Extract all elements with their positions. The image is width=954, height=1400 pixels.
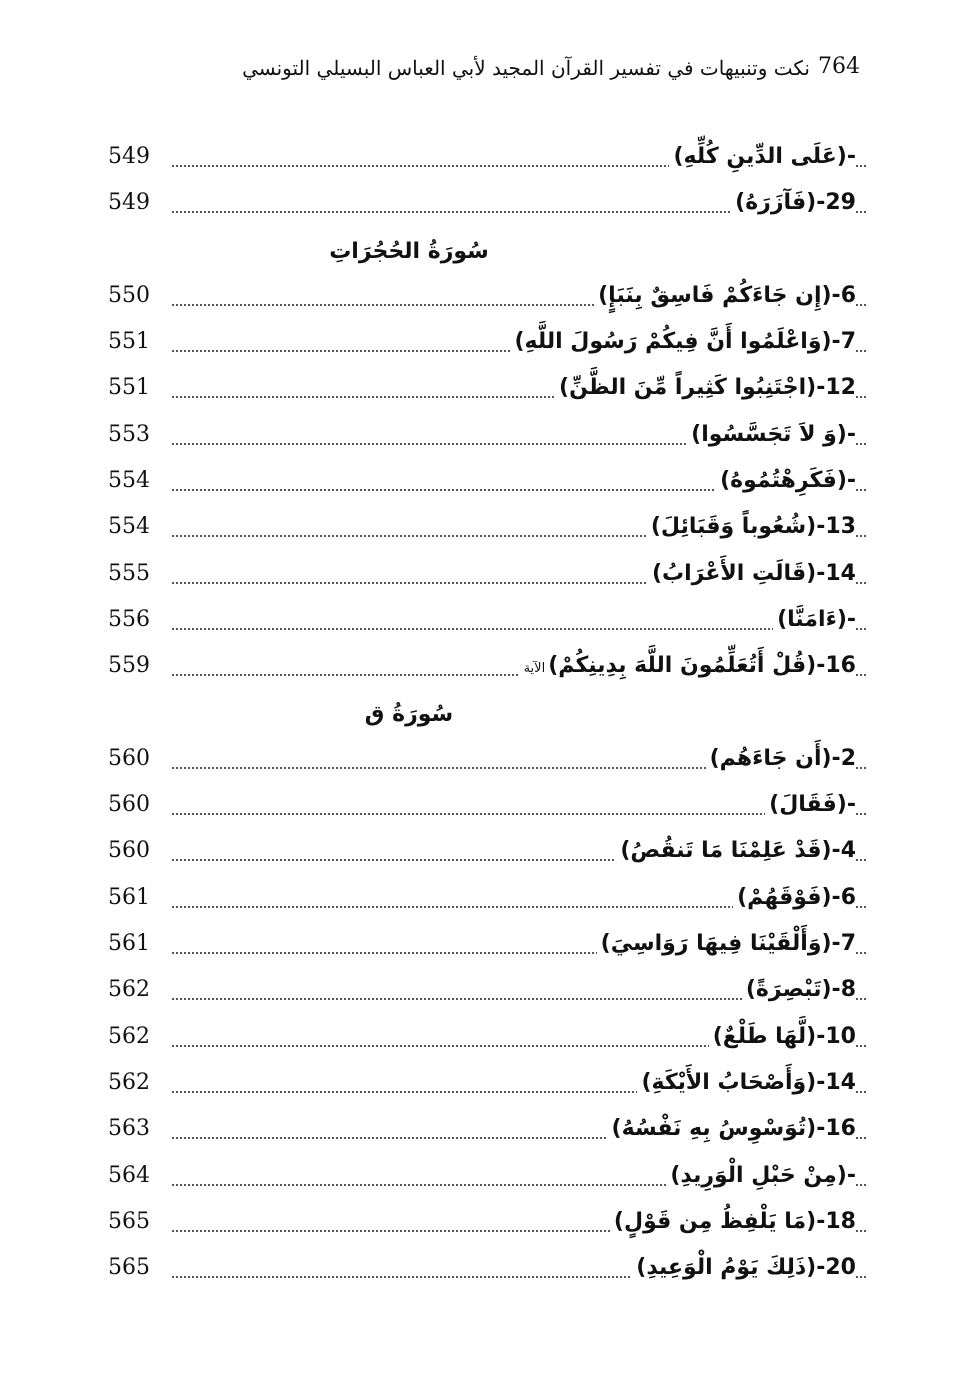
toc-entry-label xyxy=(742,975,856,1005)
toc-entry-label xyxy=(608,1114,856,1144)
verse-reference: 6-(إِن جَاءَكُمْ فَاسِقٌ بِنَبَإٍ) xyxy=(598,282,856,308)
toc-page-number: 561 xyxy=(108,884,150,910)
toc-entry-label xyxy=(555,373,856,403)
toc-entry-label xyxy=(510,327,856,357)
toc-page-number: 560 xyxy=(108,745,150,771)
toc-page-number: 550 xyxy=(108,282,150,308)
page-header xyxy=(242,52,866,96)
toc-entry-label xyxy=(666,1161,856,1191)
toc-row xyxy=(96,1108,866,1154)
toc-page-number: 553 xyxy=(108,421,150,447)
toc-page-number: 554 xyxy=(108,468,150,494)
toc-page-number: 560 xyxy=(108,792,150,818)
toc-page-number: 564 xyxy=(108,1162,150,1188)
toc-row xyxy=(96,136,866,182)
toc-page-number: 565 xyxy=(108,1208,150,1234)
verse-reference: 20-(ذَلِكَ يَوْمُ الْوَعِيدِ) xyxy=(636,1255,856,1281)
toc-row xyxy=(96,830,866,876)
toc-page-number: 562 xyxy=(108,1023,150,1049)
table-of-contents xyxy=(96,136,866,1293)
verse-reference: -(فَكَرِهْتُمُوهُ) xyxy=(720,468,856,494)
toc-entry-label xyxy=(616,836,856,866)
verse-reference: 7-(وَأَلْقَيْنَا فِيهَا رَوَاسِيَ) xyxy=(600,931,856,957)
surah-heading xyxy=(96,229,866,275)
verse-reference: 2-(أَن جَاءَهُم) xyxy=(709,745,856,771)
verse-reference: 29-(فَآزَرَهُ) xyxy=(735,190,856,216)
toc-entry-label xyxy=(731,188,856,218)
toc-page-number: 555 xyxy=(108,560,150,586)
toc-entry-label xyxy=(597,929,856,959)
toc-entry-label xyxy=(706,744,856,774)
verse-reference: 6-(فَوْقَهُمْ) xyxy=(737,884,856,910)
verse-reference: 16-(قُلْ أَتُعَلِّمُونَ اللَّهَ بِدِينِكُمْ) xyxy=(548,653,856,679)
running-title: نكت وتنبيهات في تفسير القرآن المجيد لأبي العباس البسيلي التونسي xyxy=(242,56,810,80)
toc-entry-label xyxy=(520,651,856,684)
dot-leader xyxy=(172,628,866,630)
verse-reference: -(ءَامَنَّا) xyxy=(777,606,856,632)
toc-entry-label xyxy=(765,790,856,820)
verse-reference: 4-(قَدْ عَلِمْنَا مَا تَنقُصُ) xyxy=(620,838,856,864)
toc-page-number: 562 xyxy=(108,1069,150,1095)
verse-reference: -(فَقَالَ) xyxy=(769,792,856,818)
verse-reference: 14-(قَالَتِ الأَعْرَابُ) xyxy=(651,560,856,586)
verse-reference: 18-(مَا يَلْفِظُ مِن قَوْلٍ) xyxy=(613,1208,856,1234)
toc-row xyxy=(96,877,866,923)
toc-entry-label xyxy=(687,420,856,450)
toc-page-number: 565 xyxy=(108,1255,150,1281)
verse-reference: 8-(تَبْصِرَةً) xyxy=(745,977,856,1003)
toc-entry-label xyxy=(647,512,856,542)
toc-page-number: 559 xyxy=(108,653,150,679)
toc-row xyxy=(96,784,866,830)
toc-row xyxy=(96,182,866,228)
toc-row xyxy=(96,738,866,784)
verse-reference: 16-(تُوَسْوِسُ بِهِ نَفْسُهُ) xyxy=(611,1116,856,1142)
toc-page-number: 554 xyxy=(108,514,150,540)
verse-reference: 12-(اجْتَنِبُوا كَثِيراً مِّنَ الظَّنِّ) xyxy=(559,375,856,401)
toc-entry-label xyxy=(669,142,856,172)
page-number: 764 xyxy=(818,54,860,79)
surah-title: سُورَةُ ق xyxy=(364,701,454,727)
toc-row xyxy=(96,321,866,367)
toc-page-number: 560 xyxy=(108,838,150,864)
verse-reference: -(عَلَى الدِّينِ كُلِّهِ) xyxy=(673,144,856,169)
toc-row xyxy=(96,1062,866,1108)
toc-entry-label xyxy=(632,1253,856,1283)
toc-entry-label xyxy=(648,559,856,589)
verse-reference: 10-(لَّهَا طَلْعٌ) xyxy=(712,1023,856,1049)
surah-heading xyxy=(96,692,866,738)
toc-row xyxy=(96,969,866,1015)
toc-row xyxy=(96,553,866,599)
toc-page-number: 551 xyxy=(108,375,150,401)
toc-row xyxy=(96,1247,866,1293)
toc-row xyxy=(96,506,866,552)
toc-row xyxy=(96,1155,866,1201)
toc-page-number: 551 xyxy=(108,329,150,355)
verse-reference: 14-(وَأَصْحَابُ الأَيْكَةِ) xyxy=(641,1069,856,1095)
toc-row xyxy=(96,599,866,645)
verse-reference: 7-(وَاعْلَمُوا أَنَّ فِيكُمْ رَسُولَ اللَّهِ) xyxy=(514,329,856,355)
toc-entry-label xyxy=(610,1207,856,1237)
toc-page-number: 549 xyxy=(108,190,150,216)
toc-row xyxy=(96,645,866,691)
toc-row xyxy=(96,1201,866,1247)
toc-page-number: 562 xyxy=(108,977,150,1003)
verse-reference: 13-(شُعُوباً وَقَبَائِلَ) xyxy=(650,514,856,540)
toc-row xyxy=(96,275,866,321)
surah-title: سُورَةُ الحُجُرَاتِ xyxy=(329,238,489,264)
toc-page-number: 561 xyxy=(108,931,150,957)
verse-reference: -(مِنْ حَبْلِ الْوَرِيدِ) xyxy=(670,1162,856,1188)
toc-entry-label xyxy=(716,466,856,496)
toc-row xyxy=(96,1016,866,1062)
toc-entry-label xyxy=(733,883,856,913)
verse-reference: -(وَ لاَ تَجَسَّسُوا) xyxy=(691,421,856,447)
toc-entry-label xyxy=(773,605,856,635)
toc-row xyxy=(96,923,866,969)
toc-page-number: 563 xyxy=(108,1116,150,1142)
toc-entry-label xyxy=(637,1068,856,1098)
toc-row xyxy=(96,367,866,413)
toc-entry-label xyxy=(594,281,856,311)
dot-leader xyxy=(172,813,866,815)
toc-page-number: 549 xyxy=(108,144,150,169)
toc-row xyxy=(96,414,866,460)
toc-row xyxy=(96,460,866,506)
toc-entry-label xyxy=(709,1022,856,1052)
toc-page-number: 556 xyxy=(108,606,150,632)
verse-note: الآية xyxy=(523,661,546,677)
